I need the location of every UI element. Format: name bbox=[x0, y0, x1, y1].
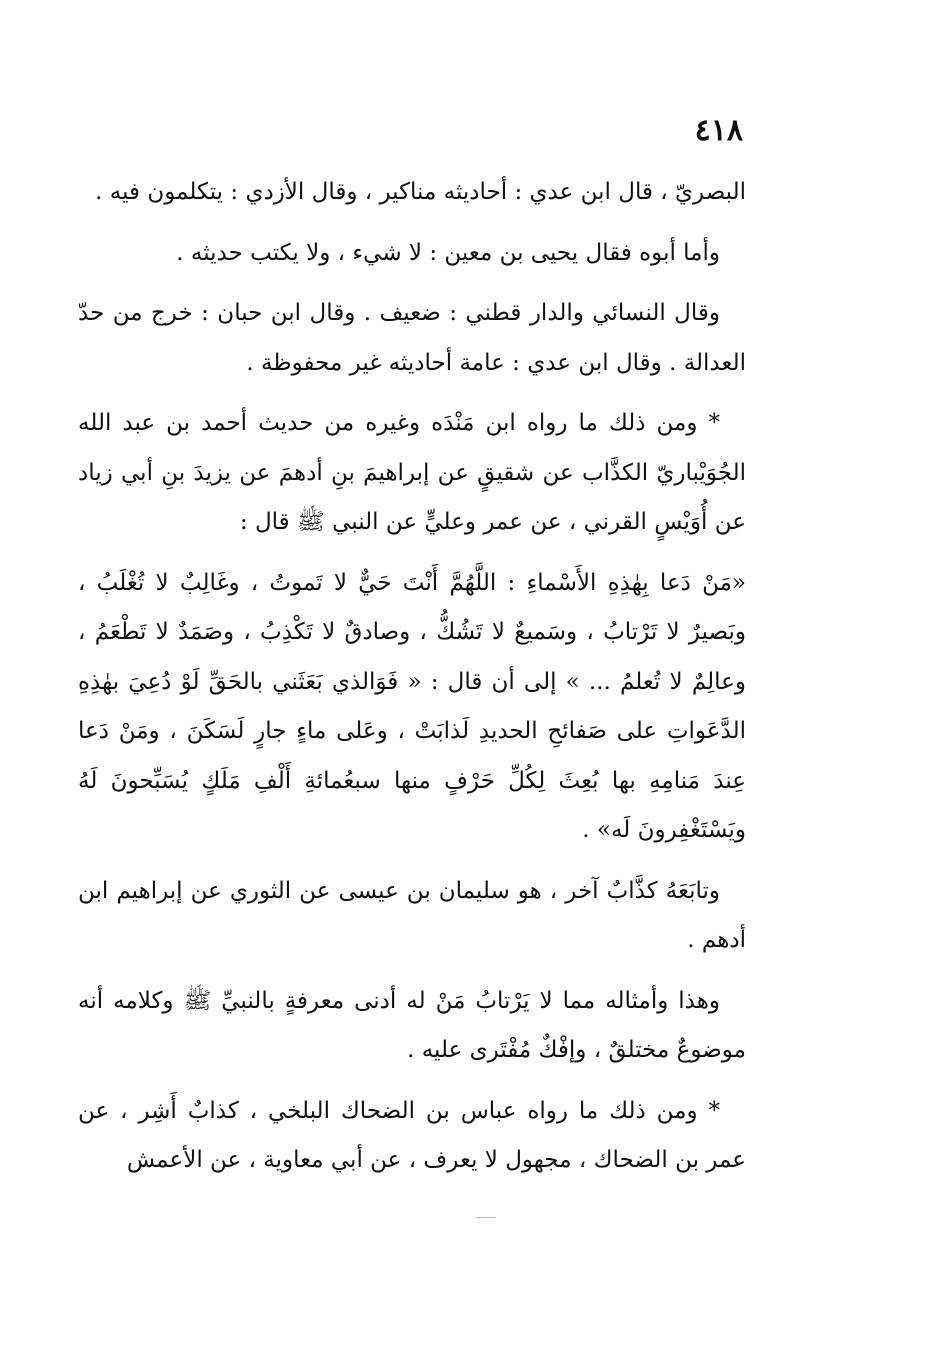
paragraph-2: وأما أبوه فقال يحيى بن معين : لا شيء ، ولا يكتب حديثه . bbox=[176, 239, 720, 266]
paragraph-7: وهذا وأمثاله مما لا يَرْتابُ مَنْ له أدنى معرفةٍ بالنبيِّ ﷺ وكلامه أنه موضوعٌ مختلقٌ ، وإفْكٌ مُفْتَرى عليه . bbox=[78, 987, 746, 1063]
body-text bbox=[78, 168, 746, 1197]
paragraph-8: * ومن ذلك ما رواه عباس بن الضحاك البلخي ، كذابٌ أَشِر ، عن عمر بن الضحاك ، مجهول لا يعرف ، عن أبي معاوية ، عن الأعمش bbox=[78, 1097, 746, 1173]
paragraph-3: وقال النسائي والدار قطني : ضعيف . وقال ابن حبان : خرج من حدّ العدالة . وقال ابن عدي : عامة أحاديثه غير محفوظة . bbox=[78, 300, 746, 376]
hadith-quote: «مَنْ دَعا بِهٰذِهِ الأَسْماءِ : اللَّهُمَّ أَنْتَ حَيٌّ لا تَموتُ ، وغَالِبٌ لا تُغْلَبُ ، وبَصيرٌ لا تَرْتابُ ، وسَميعٌ لا تَشُكُّ ، وصادقٌ لا تَكْذِبُ ، وصَمَدٌ لا تَطْعَمُ ، وعالِمٌ لا تُعلمُ ... » إلى أن قال : « فَوَالذي بَعَثَني بالحَقِّ لَوْ دُعِيَ بهٰذِهِ الدَّعَواتِ على صَفائحِ الحديدِ لَذابَتْ ، وعَلى ماءٍ جارٍ لَسَكَنَ ، ومَنْ دَعا عِندَ مَنامِهِ بها بُعِثَ لِكُلِّ حَرْفٍ منها سبعُمائةِ أَلْفِ مَلَكٍ يُسَبِّحونَ لَهُ ويَسْتَغْفِرونَ لَه» . bbox=[78, 569, 746, 843]
footer-divider bbox=[476, 1217, 496, 1218]
paragraph-1: البصريّ ، قال ابن عدي : أحاديثه مناكير ، وقال الأزدي : يتكلمون فيه . bbox=[95, 179, 746, 205]
paragraph-4: * ومن ذلك ما رواه ابن مَنْدَه وغيره من حديث أحمد بن عبد الله الجُوَيْباريّ الكذَّاب عن شقيقٍ عن إبراهيمَ بنِ أدهمَ عن يزيدَ بنِ أبي زياد عن أُوَيْسٍ القرني ، عن عمر وعليٍّ عن النبي ﷺ قال : bbox=[78, 410, 746, 535]
page-number: ٤١٨ bbox=[694, 113, 743, 148]
paragraph-6: وتابَعَهُ كذَّابٌ آخر ، هو سليمان بن عيسى عن الثوري عن إبراهيم ابن أدهم . bbox=[78, 877, 746, 953]
